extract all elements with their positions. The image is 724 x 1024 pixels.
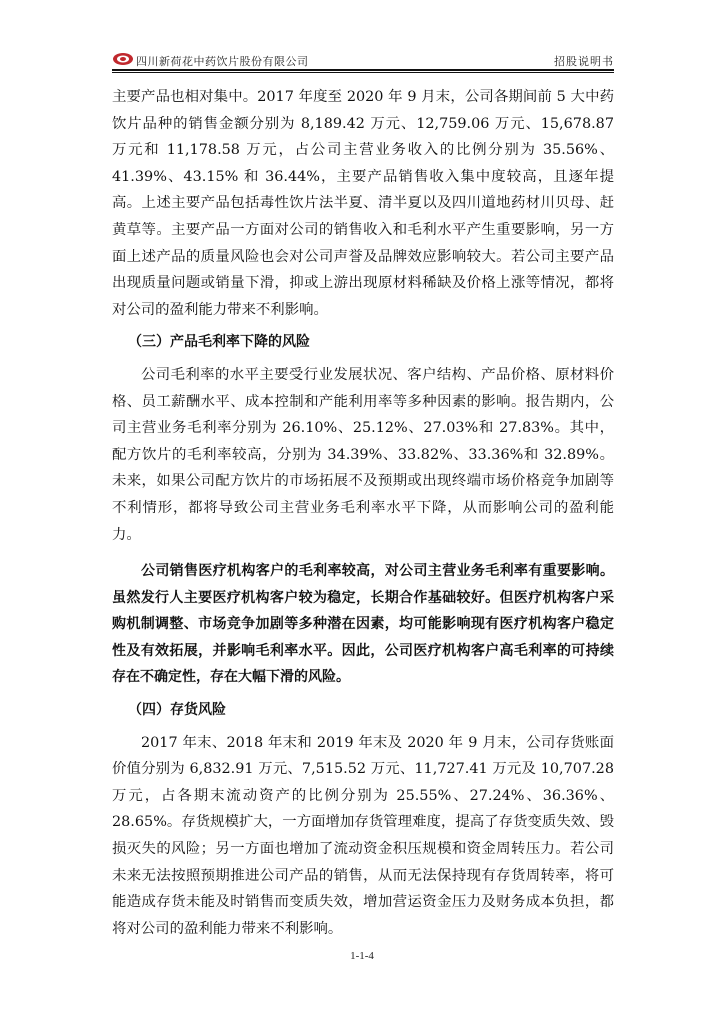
- paragraph-gross-margin: 公司毛利率的水平主要受行业发展状况、客户结构、产品价格、原材料价格、员工薪酬水平、成本控制和产能利用率等多种因素的影响。报告期内，公司主营业务毛利率分别为 26.10%、25.12%、27.03%和 27.83%。其中，配方饮片的毛利率较高，分别为 34.39%、33.82%、33.36%和 32.89%。未来，如果公司配方饮片的市场拓展不及预期或出现终端市场价格竞争加剧等不利情形，都将导致公司主营业务毛利率水平下降，从而影响公司的盈利能力。: [112, 366, 614, 543]
- header-rule-thick: [112, 69, 614, 71]
- header-rule-thin: [112, 72, 614, 73]
- page-header: [112, 52, 614, 70]
- page-number: 1-1-4: [350, 950, 374, 962]
- paragraph-inventory: 2017 年末、2018 年末和 2019 年末及 2020 年 9 月末，公司存货账面价值分别为 6,832.91 万元、7,515.52 万元、11,727.41 万元及 10,707.28 万元，占各期末流动资产的比例分别为 25.55%、27.24%、36.36%、28.65%。存货规模扩大，一方面增加存货管理难度，提高了存货变质失效、毁损灭失的风险；另一方面也增加了流动资金积压规模和资金周转压力。若公司未来无法按照预期推进公司产品的销售，从而无法保持现有存货周转率，将可能造成存货未能及时销售而变质失效，增加营运资金压力及财务成本负担，都将对公司的盈利能力带来不利影响。: [112, 734, 614, 937]
- main-content: [112, 84, 614, 942]
- document-type: 招股说明书: [554, 55, 614, 68]
- section-title-inventory: （四）存货风险: [128, 702, 226, 719]
- paragraph-product-concentration: 主要产品也相对集中。2017 年度至 2020 年 9 月末，公司各期间前 5 大中药饮片品种的销售金额分别为 8,189.42 万元、12,759.06 万元、15,678.87 万元和 11,178.58 万元，占公司主营业务收入的比例分别为 35.56%、41.39%、43.15% 和 36.44%，主要产品销售收入集中度较高，且逐年提高。上述主要产品包括毒性饮片法半夏、清半夏以及四川道地药材川贝母、赶黄草等。主要产品一方面对公司的销售收入和毛利水平产生重要影响，另一方面上述产品的质量风险也会对公司声誉及品牌效应影响较大。若公司主要产品出现质量问题或销量下滑，抑或上游出现原材料稀缺及价格上涨等情况，都将对公司的盈利能力带来不利影响。: [112, 89, 614, 318]
- paragraph-medical-clients: 公司销售医疗机构客户的毛利率较高，对公司主营业务毛利率有重要影响。虽然发行人主要医疗机构客户较为稳定，长期合作基础较好。但医疗机构客户采购机制调整、市场竞争加剧等多种潜在因素，均可能影响现有医疗机构客户稳定性及有效拓展，并影响毛利率水平。因此，公司医疗机构客户高毛利率的可持续存在不确定性，存在大幅下滑的风险。: [112, 563, 614, 686]
- lotus-logo-icon: [112, 52, 134, 66]
- company-name: 四川新荷花中药饮片股份有限公司: [136, 55, 309, 68]
- section-title-gross-margin: （三）产品毛利率下降的风险: [128, 334, 310, 351]
